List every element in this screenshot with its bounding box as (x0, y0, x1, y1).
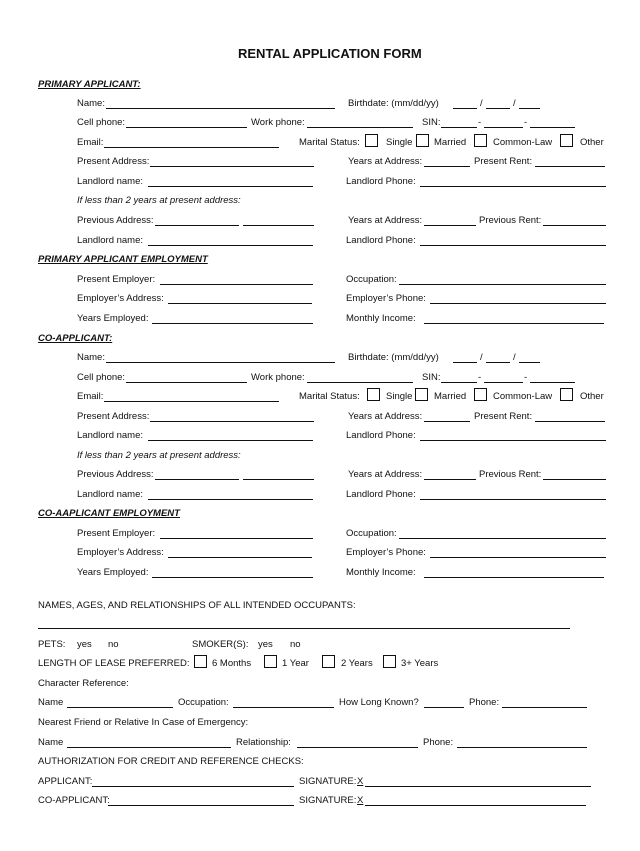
date-separator: / (480, 352, 483, 363)
co-other-checkbox[interactable] (560, 388, 573, 401)
birthdate-mm-field[interactable] (453, 108, 477, 109)
reference-name-field[interactable] (67, 707, 173, 708)
lease-length-label: LENGTH OF LEASE PREFERRED: (38, 658, 190, 669)
reference-occupation-label: Occupation: (178, 697, 229, 708)
co-birthdate-mm-field[interactable] (453, 362, 477, 363)
co-present-rent-label: Present Rent: (474, 411, 533, 422)
single-checkbox[interactable] (365, 134, 378, 147)
pets-no-option[interactable]: no (108, 639, 119, 650)
co-years-employed-label: Years Employed: (77, 567, 149, 578)
applicant-signature-label: SIGNATURE: (299, 776, 357, 787)
co-present-employer-label: Present Employer: (77, 528, 156, 539)
co-previous-address-field-2[interactable] (243, 479, 314, 480)
sin-dash: - (478, 372, 482, 383)
previous-landlord-name-label: Landlord name: (77, 235, 144, 246)
cell-phone-field[interactable] (126, 127, 247, 128)
reference-phone-field[interactable] (502, 707, 587, 708)
co-landlord-name-label: Landlord name: (77, 430, 144, 441)
co-work-phone-field[interactable] (307, 382, 413, 383)
occupation-label: Occupation: (346, 274, 397, 285)
co-previous-address-label: Previous Address: (77, 469, 154, 480)
lease-3-plus-years-label: 3+ Years (401, 658, 439, 669)
lease-6-months-checkbox[interactable] (194, 655, 207, 668)
marital-status-label: Marital Status: (299, 137, 360, 148)
cell-phone-label: Cell phone: (77, 117, 126, 128)
co-name-field[interactable] (106, 362, 335, 363)
co-applicant-signature-label: SIGNATURE: (299, 795, 357, 806)
sin-dash: - (478, 117, 482, 128)
previous-rent-label: Previous Rent: (479, 215, 542, 226)
single-option-label: Single (386, 137, 413, 148)
date-separator: / (513, 352, 516, 363)
landlord-name-label: Landlord name: (77, 176, 144, 187)
co-employer-address-field[interactable] (168, 557, 312, 558)
co-name-label: Name: (77, 352, 105, 363)
co-married-checkbox[interactable] (415, 388, 428, 401)
years-at-address-label: Years at Address: (348, 215, 423, 226)
co-marital-status-label: Marital Status: (299, 391, 360, 402)
co-applicant-signature-field[interactable] (365, 805, 586, 806)
landlord-phone-field[interactable] (420, 186, 606, 187)
other-checkbox[interactable] (560, 134, 573, 147)
previous-address-note: If less than 2 years at present address: (77, 195, 241, 206)
applicant-signature-mark: X (357, 776, 364, 787)
co-married-option-label: Married (434, 391, 467, 402)
co-years-at-address-field[interactable] (424, 421, 470, 422)
co-applicant-name-field[interactable] (108, 805, 294, 806)
character-reference-heading: Character Reference: (38, 678, 129, 689)
birthdate-label: Birthdate: (mm/dd/yy) (348, 98, 439, 109)
smoker-label: SMOKER(S): (192, 639, 249, 650)
co-monthly-income-field[interactable] (424, 577, 604, 578)
co-years-employed-field[interactable] (152, 577, 313, 578)
co-monthly-income-label: Monthly Income: (346, 567, 416, 578)
married-checkbox[interactable] (416, 134, 429, 147)
applicant-label: APPLICANT: (38, 776, 93, 787)
occupants-field[interactable] (38, 628, 570, 629)
common-law-checkbox[interactable] (474, 134, 487, 147)
sin-dash: - (524, 117, 528, 128)
sin-dash: - (524, 372, 528, 383)
smoker-yes-option[interactable]: yes (258, 639, 273, 650)
pets-yes-option[interactable]: yes (77, 639, 92, 650)
co-sin-label: SIN: (422, 372, 441, 383)
co-landlord-phone-label: Landlord Phone: (346, 430, 416, 441)
co-employer-phone-field[interactable] (430, 557, 606, 558)
sin-field-part2[interactable] (484, 127, 523, 128)
occupation-field[interactable] (399, 284, 606, 285)
reference-phone-label: Phone: (469, 697, 500, 708)
reference-occupation-field[interactable] (233, 707, 334, 708)
co-birthdate-yy-field[interactable] (519, 362, 540, 363)
sin-label: SIN: (422, 117, 441, 128)
emergency-heading: Nearest Friend or Relative In Case of Emergency: (38, 717, 249, 728)
co-single-option-label: Single (386, 391, 413, 402)
co-sin-field-part1[interactable] (441, 382, 477, 383)
co-employer-address-label: Employer’s Address: (77, 547, 164, 558)
previous-years-at-address-field[interactable] (424, 225, 476, 226)
co-previous-landlord-name-label: Landlord name: (77, 489, 144, 500)
co-birthdate-dd-field[interactable] (486, 362, 510, 363)
years-employed-field[interactable] (152, 323, 313, 324)
previous-address-label: Previous Address: (77, 215, 154, 226)
other-option-label: Other (580, 137, 604, 148)
previous-address-field-2[interactable] (243, 225, 314, 226)
lease-6-months-label: 6 Months (212, 658, 252, 669)
present-employer-field[interactable] (160, 284, 313, 285)
previous-rent-field[interactable] (543, 225, 606, 226)
previous-landlord-phone-field[interactable] (420, 245, 606, 246)
co-years-at-address-label: Years at Address: (348, 411, 423, 422)
co-present-address-label: Present Address: (77, 411, 150, 422)
co-applicant-heading: CO-APPLICANT: (38, 333, 113, 344)
email-field[interactable] (104, 147, 279, 148)
co-previous-rent-label: Previous Rent: (479, 469, 542, 480)
co-birthdate-label: Birthdate: (mm/dd/yy) (348, 352, 439, 363)
primary-employment-heading: PRIMARY APPLICANT EMPLOYMENT (38, 254, 208, 265)
co-sin-field-part2[interactable] (484, 382, 523, 383)
monthly-income-field[interactable] (424, 323, 604, 324)
authorization-heading: AUTHORIZATION FOR CREDIT AND REFERENCE CHECKS: (38, 756, 304, 767)
employer-address-label: Employer’s Address: (77, 293, 164, 304)
common-law-option-label: Common-Law (493, 137, 553, 148)
emergency-phone-field[interactable] (457, 747, 587, 748)
co-landlord-phone-field[interactable] (420, 440, 606, 441)
co-employer-phone-label: Employer’s Phone: (346, 547, 426, 558)
applicant-name-field[interactable] (92, 786, 294, 787)
co-previous-landlord-phone-label: Landlord Phone: (346, 489, 416, 500)
present-rent-label: Present Rent: (474, 156, 533, 167)
present-address-label: Present Address: (77, 156, 150, 167)
present-rent-field[interactable] (535, 166, 605, 167)
reference-how-long-label: How Long Known? (339, 697, 419, 708)
work-phone-field[interactable] (307, 127, 413, 128)
landlord-phone-label: Landlord Phone: (346, 176, 416, 187)
co-applicant-signature-mark: X (357, 795, 364, 806)
co-previous-address-note: If less than 2 years at present address: (77, 450, 241, 461)
emergency-name-label: Name (38, 737, 64, 748)
employer-address-field[interactable] (168, 303, 312, 304)
lease-1-year-checkbox[interactable] (264, 655, 277, 668)
reference-how-long-field[interactable] (424, 707, 464, 708)
co-previous-years-at-address-field[interactable] (424, 479, 476, 480)
co-present-employer-field[interactable] (160, 538, 313, 539)
previous-address-field-1[interactable] (155, 225, 239, 226)
co-previous-rent-field[interactable] (543, 479, 606, 480)
co-previous-landlord-name-field[interactable] (148, 499, 313, 500)
date-separator: / (480, 98, 483, 109)
lease-2-years-checkbox[interactable] (322, 655, 335, 668)
date-separator: / (513, 98, 516, 109)
employer-phone-field[interactable] (430, 303, 606, 304)
co-common-law-checkbox[interactable] (474, 388, 487, 401)
co-cell-phone-label: Cell phone: (77, 372, 126, 383)
employer-phone-label: Employer’s Phone: (346, 293, 426, 304)
occupants-label: NAMES, AGES, AND RELATIONSHIPS OF ALL INTENDED OCCUPANTS: (38, 600, 356, 611)
name-label: Name: (77, 98, 105, 109)
years-employed-label: Years Employed: (77, 313, 149, 324)
co-present-rent-field[interactable] (535, 421, 605, 422)
co-applicant-label: CO-APPLICANT: (38, 795, 110, 806)
co-landlord-name-field[interactable] (148, 440, 313, 441)
lease-2-years-label: 2 Years (341, 658, 373, 669)
form-title: RENTAL APPLICATION FORM (238, 46, 422, 61)
co-cell-phone-field[interactable] (126, 382, 247, 383)
co-email-label: Email: (77, 391, 104, 402)
sin-field-part1[interactable] (441, 127, 477, 128)
co-employment-heading: CO-AAPLICANT EMPLOYMENT (38, 508, 180, 519)
co-email-field[interactable] (104, 401, 279, 402)
lease-1-year-label: 1 Year (282, 658, 309, 669)
applicant-signature-field[interactable] (365, 786, 591, 787)
co-previous-landlord-phone-field[interactable] (420, 499, 606, 500)
primary-applicant-heading: PRIMARY APPLICANT: (38, 79, 141, 90)
emergency-relationship-label: Relationship: (236, 737, 291, 748)
co-previous-address-field-1[interactable] (155, 479, 239, 480)
present-address-field[interactable] (150, 166, 314, 167)
reference-name-label: Name (38, 697, 64, 708)
co-present-address-field[interactable] (150, 421, 314, 422)
name-field[interactable] (106, 108, 335, 109)
years-at-address-field[interactable] (424, 166, 470, 167)
years-at-address-label: Years at Address: (348, 156, 423, 167)
present-employer-label: Present Employer: (77, 274, 156, 285)
co-other-option-label: Other (580, 391, 604, 402)
co-occupation-label: Occupation: (346, 528, 397, 539)
smoker-no-option[interactable]: no (290, 639, 301, 650)
previous-landlord-name-field[interactable] (148, 245, 313, 246)
pets-label: PETS: (38, 639, 66, 650)
sin-field-part3[interactable] (530, 127, 575, 128)
birthdate-yy-field[interactable] (519, 108, 540, 109)
landlord-name-field[interactable] (148, 186, 313, 187)
previous-landlord-phone-label: Landlord Phone: (346, 235, 416, 246)
emergency-name-field[interactable] (67, 747, 231, 748)
co-sin-field-part3[interactable] (530, 382, 575, 383)
co-occupation-field[interactable] (399, 538, 606, 539)
co-years-at-address-label: Years at Address: (348, 469, 423, 480)
co-work-phone-label: Work phone: (251, 372, 305, 383)
work-phone-label: Work phone: (251, 117, 305, 128)
birthdate-dd-field[interactable] (486, 108, 510, 109)
lease-3-plus-years-checkbox[interactable] (383, 655, 396, 668)
married-option-label: Married (434, 137, 467, 148)
monthly-income-label: Monthly Income: (346, 313, 416, 324)
co-single-checkbox[interactable] (367, 388, 380, 401)
emergency-phone-label: Phone: (423, 737, 454, 748)
emergency-relationship-field[interactable] (297, 747, 418, 748)
email-label: Email: (77, 137, 104, 148)
co-common-law-option-label: Common-Law (493, 391, 553, 402)
